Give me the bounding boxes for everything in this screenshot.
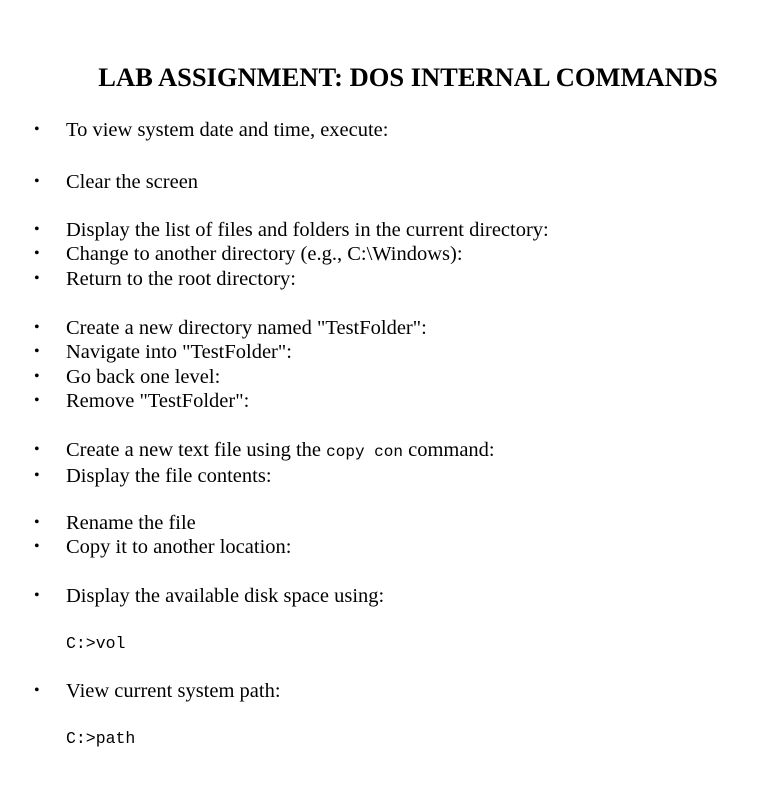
bullet-icon: • [34,121,40,138]
bullet-icon: • [34,173,40,190]
command-vol: C:>vol [66,634,126,653]
bullet-icon: • [34,343,40,361]
bullet-icon: • [34,391,40,409]
page-title: LAB ASSIGNMENT: DOS INTERNAL COMMANDS [98,62,718,92]
list-item-text: Change to another directory (e.g., C:\Windows): [66,243,463,266]
list-item [0,170,760,194]
list-item [0,267,760,291]
list-item-text: Return to the root directory: [66,267,296,290]
bullet-icon: • [34,221,40,238]
list-item [0,535,760,559]
list-item [0,438,760,464]
list-item [0,118,760,142]
list-item [0,584,760,608]
list-item [0,242,760,266]
list-item-text: Clear the screen [66,171,199,193]
bullet-group-directories [0,218,760,291]
list-item-text: Display the list of files and folders in the current directory: [66,219,549,241]
bullet-group-text-file [0,438,760,489]
bullet-group-testfolder [0,316,760,413]
list-item-text: View current system path: [66,680,281,702]
list-item-text: To view system date and time, execute: [66,119,389,141]
bullet-icon: • [34,587,40,604]
list-item [0,679,760,703]
list-item [0,511,760,535]
list-item-text: Create a new directory named "TestFolder": [66,317,427,339]
bullet-group-rename-copy [0,511,760,560]
bullet-icon: • [34,514,40,531]
bullet-icon: • [34,682,40,699]
bullet-icon: • [34,441,40,458]
list-item-text: Navigate into "TestFolder": [66,341,292,364]
command-path: C:>path [66,729,136,748]
bullet-group-clear-screen [0,170,760,194]
list-item-text: Go back one level: [66,365,221,388]
list-item-text: Copy it to another location: [66,536,292,559]
bullet-icon: • [34,245,40,263]
list-item [0,316,760,340]
list-item-text: Display the file contents: [66,465,272,488]
bullet-icon: • [34,367,40,385]
bullet-icon: • [34,319,40,336]
list-item-text-after: command: [402,439,495,461]
bullet-icon: • [34,538,40,556]
list-item [0,365,760,389]
list-item [0,340,760,364]
list-item [0,389,760,413]
bullet-group-disk-space [0,584,760,608]
list-item [0,464,760,488]
list-item-text: Display the available disk space using: [66,585,385,607]
list-item-text-before: Create a new text file using the [66,439,327,461]
list-item-text: Remove "TestFolder": [66,389,250,412]
bullet-icon: • [34,467,40,485]
inline-code: copy con [326,443,403,461]
bullet-group-date-time [0,118,760,142]
list-item [0,218,760,242]
list-item-text: Rename the file [66,512,196,534]
bullet-icon: • [34,269,40,287]
bullet-group-system-path [0,679,760,703]
